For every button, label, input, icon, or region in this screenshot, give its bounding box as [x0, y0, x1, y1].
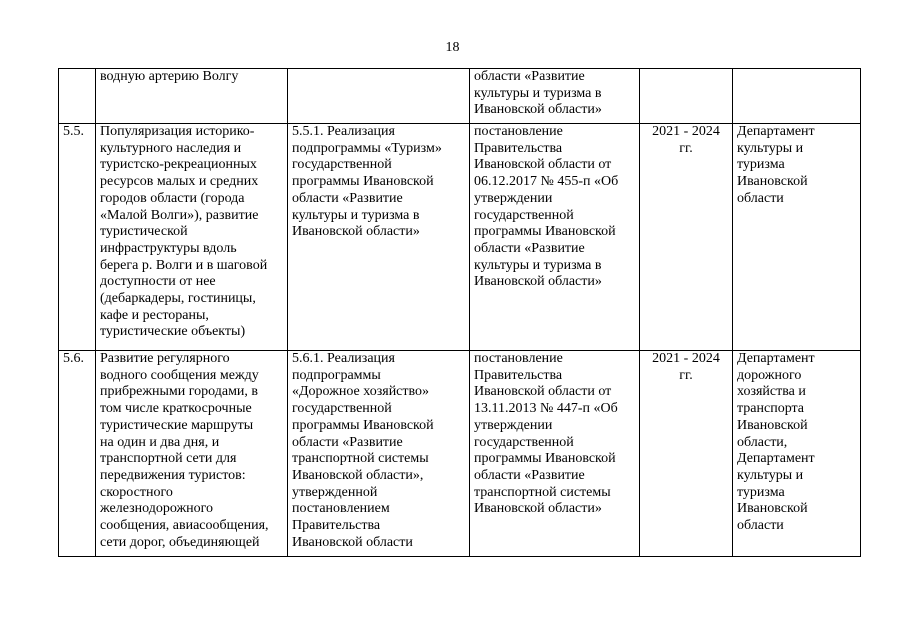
document-cell: постановление Правительства Ивановской области от 06.12.2017 № 455-п «Об утверждении государственной программы Ивановской области «Развитие культуры и туризма в Ивановской области»: [470, 124, 640, 351]
table-row: [59, 69, 861, 124]
subprogram-cell: [288, 69, 470, 124]
subprogram-cell: 5.6.1. Реализация подпрограммы «Дорожное хозяйство» государственной программы Ивановской области «Развитие транспортной системы Ивановской области», утвержденной постановлением Правительства Ивановской области: [288, 351, 470, 557]
page-number: 18: [445, 40, 460, 55]
period-cell: 2021 - 2024 гг.: [640, 124, 733, 351]
row-number-cell: 5.6.: [59, 351, 96, 557]
subprogram-cell: 5.5.1. Реализация подпрограммы «Туризм» государственной программы Ивановской области «Развитие культуры и туризма в Ивановской области»: [288, 124, 470, 351]
period-cell: 2021 - 2024 гг.: [640, 351, 733, 557]
table-row: [59, 351, 861, 557]
document-cell: области «Развитие культуры и туризма в Ивановской области»: [470, 69, 640, 124]
table-row: [59, 124, 861, 351]
executor-cell: [733, 69, 861, 124]
measure-cell: Популяризация историко- культурного наследия и туристско-рекреационных ресурсов малых и средних городов области (города «Малой Волги»), развитие туристической инфраструктуры вдоль берега р. Волги и в шаговой доступности от нее (дебаркадеры, гостиницы, кафе и рестораны, туристические объекты): [96, 124, 288, 351]
measures-table: [58, 68, 861, 557]
document-cell: постановление Правительства Ивановской области от 13.11.2013 № 447-п «Об утверждении государственной программы Ивановской области «Развитие транспортной системы Ивановской области»: [470, 351, 640, 557]
executor-cell: Департамент культуры и туризма Ивановской области: [733, 124, 861, 351]
row-number-cell: 5.5.: [59, 124, 96, 351]
row-number-cell: [59, 69, 96, 124]
measure-cell: водную артерию Волгу: [96, 69, 288, 124]
measure-cell: Развитие регулярного водного сообщения между прибрежными городами, в том числе краткосрочные туристические маршруты на один и два дня, и транспортной сети для передвижения туристов: скоростного железнодорожного сообщения, авиасообщения, сети дорог, объединяющей: [96, 351, 288, 557]
executor-cell: Департамент дорожного хозяйства и транспорта Ивановской области, Департамент культуры и туризма Ивановской области: [733, 351, 861, 557]
period-cell: [640, 69, 733, 124]
